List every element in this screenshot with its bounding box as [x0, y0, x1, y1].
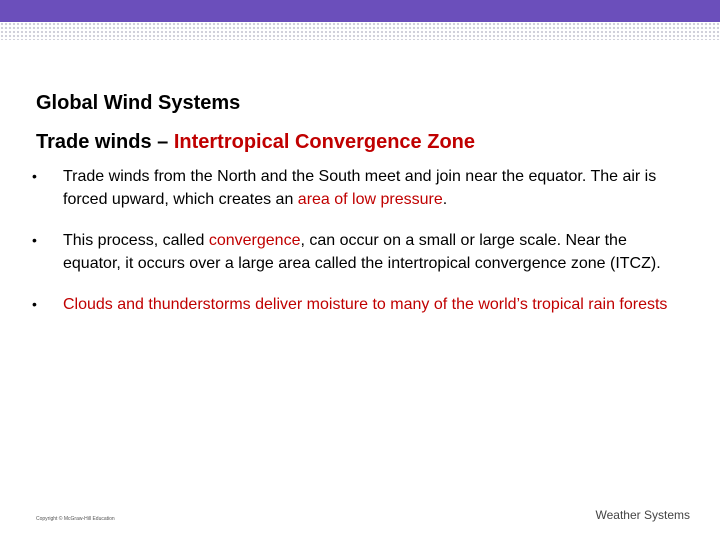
bullet-text: . — [442, 191, 448, 208]
bullet-point-icon: • — [32, 296, 37, 312]
bullet-highlight: Clouds and thunderstorms deliver moisture to many of the world’s tropical rain forests — [63, 296, 668, 313]
bullet-text: Trade winds from the North and the South meet and join near the equator. The air is forced upward, which creates an — [63, 168, 657, 208]
subtitle-prefix: Trade winds – — [36, 131, 174, 153]
bullet-item — [30, 165, 670, 211]
subtitle-highlight: Intertropical Convergence Zone — [173, 131, 475, 153]
bullet-point-icon: • — [32, 232, 37, 248]
slide-title: Global Wind Systems — [36, 92, 241, 114]
bullet-item — [30, 229, 670, 275]
footer-chapter-title: Weather Systems — [595, 508, 690, 522]
copyright-notice: Copyright © McGraw-Hill Education — [36, 516, 115, 522]
bullet-text: This process, called — [63, 232, 209, 249]
bullet-highlight: area of low pressure — [297, 191, 443, 208]
bullet-text: , can occur on a small or large scale. Near the equator, it occurs over a large area called the intertropical convergence zone (ITCZ). — [63, 232, 661, 272]
bullet-highlight: convergence — [208, 232, 301, 249]
header-band — [0, 0, 720, 22]
bullet-point-icon: • — [32, 168, 37, 184]
bullet-item — [30, 293, 670, 316]
bullet-list — [30, 165, 670, 334]
dotted-pattern-band — [0, 22, 720, 40]
slide-subtitle — [36, 131, 475, 154]
